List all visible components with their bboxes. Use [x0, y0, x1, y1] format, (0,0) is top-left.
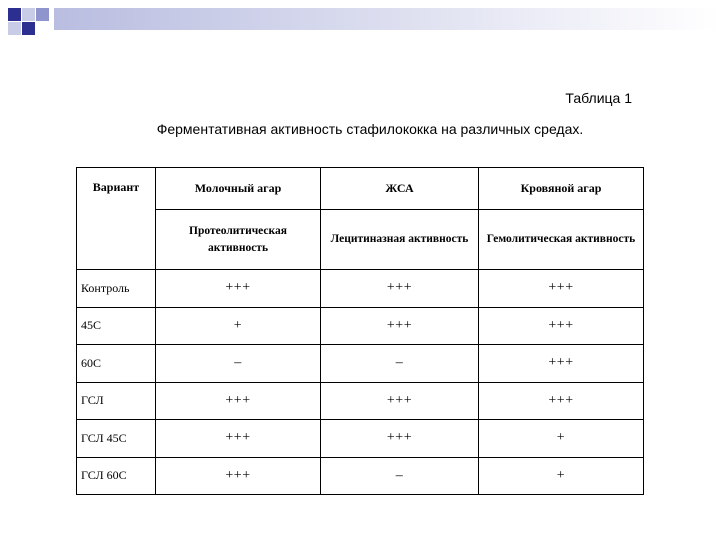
decor-square-light [22, 8, 35, 21]
table-row [77, 457, 644, 495]
cell-value: – [321, 345, 479, 383]
cell-value: +++ [321, 270, 479, 308]
cell-value: + [479, 420, 644, 458]
header-milk-agar: Молочный агар [156, 168, 321, 210]
header-variant: Вариант [77, 168, 156, 270]
table-row [77, 382, 644, 420]
row-label: ГСЛ 60С [77, 457, 156, 495]
cell-value: +++ [321, 382, 479, 420]
table-row [77, 345, 644, 383]
row-label: 60С [77, 345, 156, 383]
enzyme-activity-table [76, 167, 644, 495]
cell-value: +++ [479, 382, 644, 420]
table-header-row [77, 168, 644, 210]
slide-decoration [0, 0, 720, 40]
row-label: 45С [77, 307, 156, 345]
header-egg-yolk-salt-agar: ЖСА [321, 168, 479, 210]
cell-value: +++ [156, 270, 321, 308]
cell-value: +++ [156, 382, 321, 420]
cell-value: +++ [479, 345, 644, 383]
cell-value: +++ [321, 307, 479, 345]
header-blood-agar: Кровяной агар [479, 168, 644, 210]
subheader-lecithinase: Лецитиназная активность [321, 210, 479, 270]
cell-value: + [479, 457, 644, 495]
row-label: ГСЛ 45С [77, 420, 156, 458]
cell-value: +++ [156, 420, 321, 458]
table-row [77, 270, 644, 308]
cell-value: +++ [479, 307, 644, 345]
table-subheader-row [77, 210, 644, 270]
cell-value: +++ [321, 420, 479, 458]
decor-square-dark [8, 8, 21, 21]
cell-value: – [321, 457, 479, 495]
row-label: ГСЛ [77, 382, 156, 420]
table-row [77, 420, 644, 458]
cell-value: – [156, 345, 321, 383]
subheader-hemolytic: Гемолитическая активность [479, 210, 644, 270]
subheader-proteolytic: Протеолитическая активность [156, 210, 321, 270]
cell-value: +++ [479, 270, 644, 308]
decor-gradient-bar [54, 8, 720, 30]
decor-square-dark-2 [22, 22, 35, 35]
decor-square-light-2 [8, 22, 21, 35]
row-label: Контроль [77, 270, 156, 308]
cell-value: + [156, 307, 321, 345]
decor-square-mid [36, 8, 49, 21]
cell-value: +++ [156, 457, 321, 495]
table-title: Ферментативная активность стафилококка на различных средах. [156, 121, 584, 137]
table-row [77, 307, 644, 345]
table-number: Таблица 1 [565, 90, 632, 106]
